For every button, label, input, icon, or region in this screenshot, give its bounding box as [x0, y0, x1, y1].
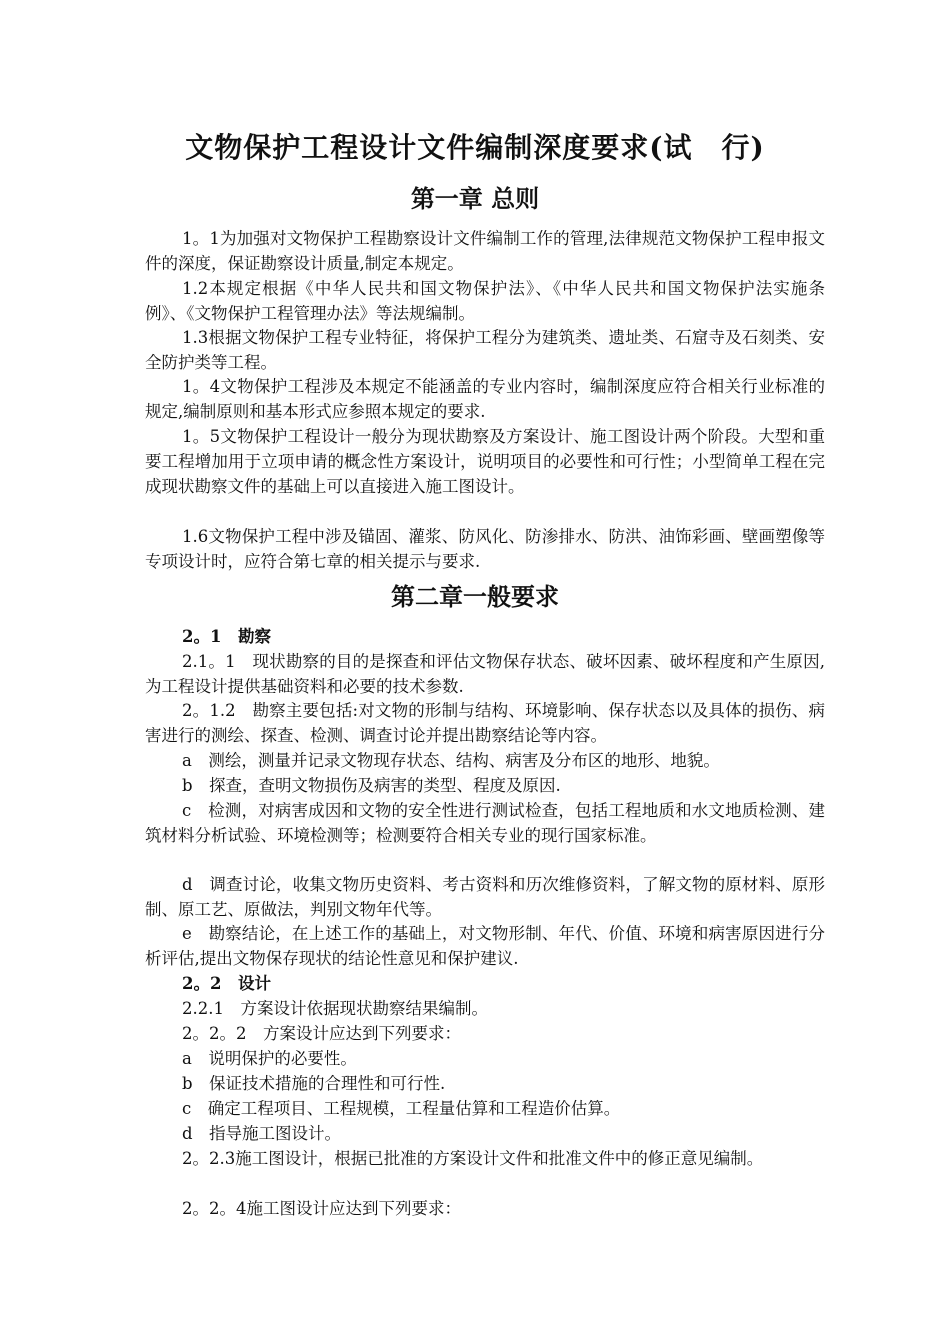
paragraph-1-3: 1.3根据文物保护工程专业特征，将保护工程分为建筑类、遗址类、石窟寺及石刻类、安全防护类等工程。 — [145, 328, 825, 372]
list-item-a: a 测绘，测量并记录文物现存状态、结构、病害及分布区的地形、地貌。 — [182, 751, 720, 770]
list-item-b: b 探查，查明文物损伤及病害的类型、程度及原因. — [182, 776, 561, 795]
paragraph-1-2: 1.2本规定根据《中华人民共和国文物保护法》、《中华人民共和国文物保护法实施条例》、《文物保护工程管理办法》等法规编制。 — [145, 279, 825, 323]
list-item-e: e 勘察结论，在上述工作的基础上，对文物形制、年代、价值、环境和病害原因进行分析评估,提出文物保存现状的结论性意见和保护建议. — [145, 924, 825, 968]
section-2-2-heading: 2。2 设计 — [182, 974, 271, 993]
paragraph-2-1-2: 2。1.2 勘察主要包括:对文物的形制与结构、环境影响、保存状态以及具体的损伤、病害进行的测绘、探查、检测、调查讨论并提出勘察结论等内容。 — [145, 701, 825, 745]
design-item-b: b 保证技术措施的合理性和可行性. — [182, 1074, 446, 1093]
design-item-d: d 指导施工图设计。 — [182, 1124, 342, 1143]
paragraph-2-2-1: 2.2.1 方案设计依据现状勘察结果编制。 — [182, 999, 488, 1018]
chapter-2-title: 第二章一般要求 — [391, 582, 559, 611]
section-2-1-heading: 2。1 勘察 — [182, 627, 271, 646]
paragraph-2-2-4: 2。2。4施工图设计应达到下列要求： — [182, 1199, 461, 1218]
chapter-1-title: 第一章 总则 — [410, 184, 540, 213]
design-item-a: a 说明保护的必要性。 — [182, 1049, 357, 1068]
document-title: 文物保护工程设计文件编制深度要求(试 行) — [185, 131, 765, 164]
paragraph-2-1-1: 2.1。1 现状勘察的目的是探查和评估文物保存状态、破坏因素、破坏程度和产生原因,为工程设计提供基础资料和必要的技术参数. — [145, 652, 825, 696]
paragraph-1-5: 1。5文物保护工程设计一般分为现状勘察及方案设计、施工图设计两个阶段。大型和重要工程增加用于立项申请的概念性方案设计，说明项目的必要性和可行性；小型简单工程在完成现状勘察文件的基础上可以直接进入施工图设计。 — [145, 427, 825, 496]
paragraph-1-1: 1。1为加强对文物保护工程勘察设计文件编制工作的管理,法律规范文物保护工程申报文件的深度，保证勘察设计质量,制定本规定。 — [145, 229, 825, 273]
list-item-c: c 检测，对病害成因和文物的安全性进行测试检查，包括工程地质和水文地质检测、建筑材料分析试验、环境检测等；检测要符合相关专业的现行国家标准。 — [145, 801, 825, 845]
list-item-d: d 调查讨论，收集文物历史资料、考古资料和历次维修资料，了解文物的原材料、原形制、原工艺、原做法，判别文物年代等。 — [145, 875, 825, 919]
paragraph-1-6: 1.6文物保护工程中涉及锚固、灌浆、防风化、防渗排水、防洪、油饰彩画、壁画塑像等专项设计时，应符合第七章的相关提示与要求. — [145, 527, 825, 571]
design-item-c: c 确定工程项目、工程规模，工程量估算和工程造价估算。 — [182, 1099, 621, 1118]
paragraph-2-2-2: 2。2。2 方案设计应达到下列要求： — [182, 1024, 461, 1043]
paragraph-2-2-3: 2。2.3施工图设计，根据已批准的方案设计文件和批准文件中的修正意见编制。 — [182, 1149, 764, 1168]
paragraph-1-4: 1。4文物保护工程涉及本规定不能涵盖的专业内容时，编制深度应符合相关行业标准的规定,编制原则和基本形式应参照本规定的要求. — [145, 377, 825, 421]
